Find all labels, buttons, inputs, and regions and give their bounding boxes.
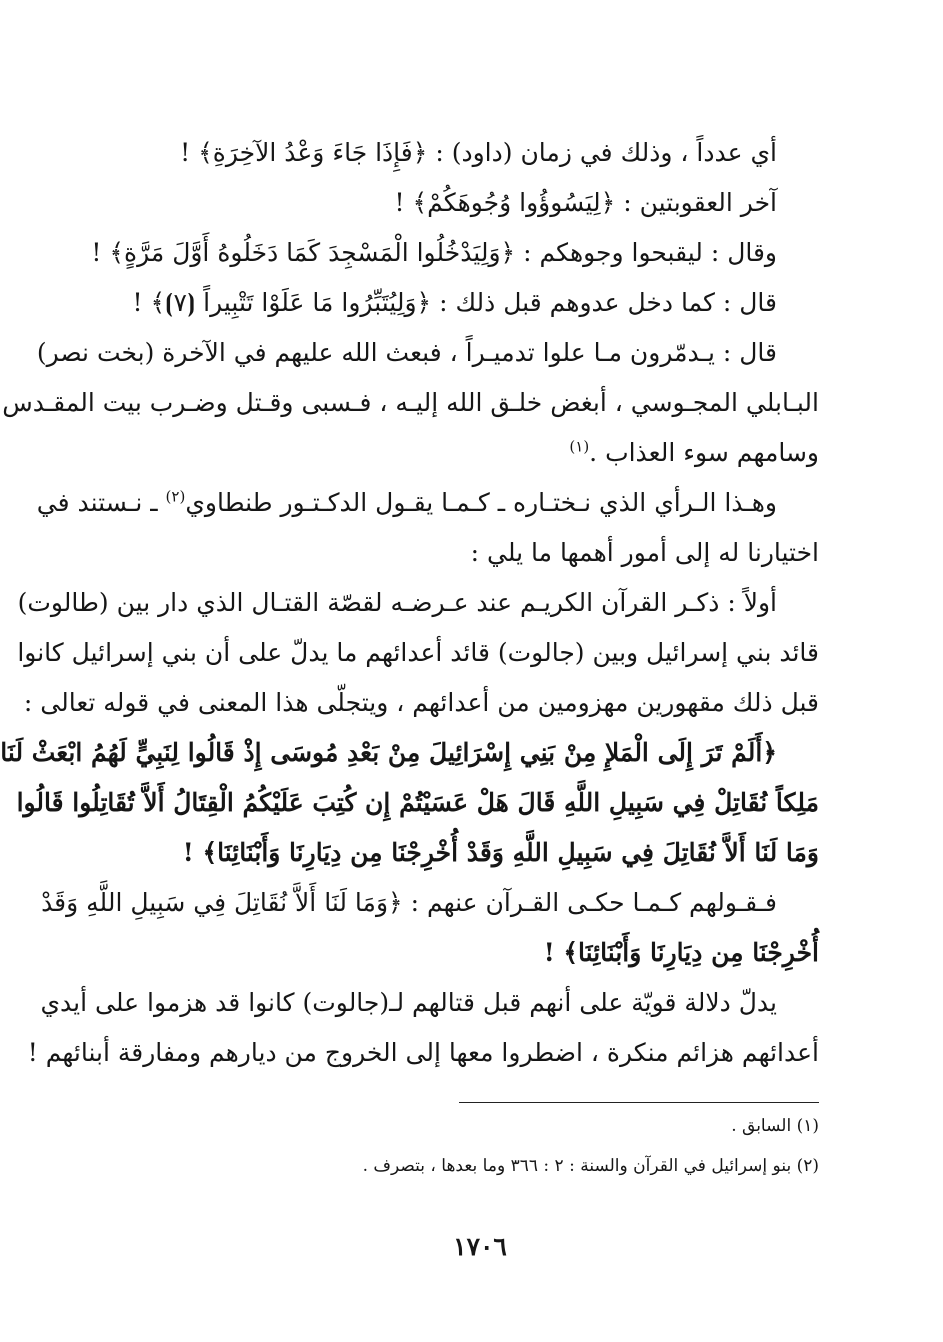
text-line: قبل ذلك مقهورين مهزومين من أعدائهم ، ويتجلّى هذا المعنى في قوله تعالى : bbox=[23, 688, 819, 717]
text-line bbox=[36, 478, 819, 528]
page-number: ١٧٠٦ bbox=[453, 1232, 507, 1261]
text-line: وقال : ليقبحوا وجوهكم : ﴿وَلِيَدْخُلُوا الْمَسْجِدَ كَمَا دَخَلُوهُ أَوَّلَ مَرَّةٍ﴾ ! bbox=[91, 238, 777, 267]
footnote-divider bbox=[459, 1102, 819, 1103]
text-line: فـقـولهم كـمـا حكـى القـرآن عنهم : ﴿وَمَا لَنَا أَلاَّ نُقَاتِلَ فِي سَبِيلِ اللَّهِ وَقَدْ bbox=[41, 888, 777, 917]
footnote-1: (١) السابق . bbox=[731, 1116, 819, 1136]
footnote-ref-1: (١) bbox=[569, 437, 590, 456]
text-line: يدلّ دلالة قويّة على أنهم قبل قتالهم لـ(جالوت) كانوا قد هزموا على أيدي bbox=[40, 988, 777, 1017]
text-line: أعدائهم هزائم منكرة ، اضطروا معها إلى الخروج من ديارهم ومفارقة أبنائهم ! bbox=[27, 1038, 819, 1067]
text-line: أي عدداً ، وذلك في زمان (داود) : ﴿فَإِذَا جَاءَ وَعْدُ الآخِرَةِ﴾ ! bbox=[180, 138, 777, 167]
quran-verse-line: وَمَا لَنَا أَلاَّ نُقَاتِلَ فِي سَبِيلِ اللَّهِ وَقَدْ أُخْرِجْنَا مِن دِيَارِنَا وَأَبْنَائِنَا﴾ ! bbox=[182, 838, 819, 867]
line-text: وسامهم سوء العذاب . bbox=[589, 438, 819, 467]
text-line: آخر العقوبتين : ﴿لِيَسُوؤُوا وُجُوهَكُمْ﴾ ! bbox=[394, 188, 777, 217]
text-line: البـابلي المجـوسي ، أبغض خلـق الله إليـه ، فـسبى وقـتل وضـرب بيت المقـدس bbox=[2, 388, 819, 417]
main-text bbox=[0, 128, 819, 1078]
text-line bbox=[107, 428, 819, 478]
text-line: قال : كما دخل عدوهم قبل ذلك : ﴿وَلِيُتَبِّرُوا مَا عَلَوْا تَتْبِيراً ⦗٧⦘﴾ ! bbox=[132, 288, 777, 317]
text-line: قائد بني إسرائيل وبين (جالوت) قائد أعدائهم ما يدلّ على أن بني إسرائيل كانوا bbox=[17, 638, 819, 667]
line-text: وهـذا الـرأي الذي نـختـاره ـ كـمـا يقـول الدكـتـور طنطاوي bbox=[185, 488, 777, 517]
footnote-2: (٢) بنو إسرائيل في القرآن والسنة : ٢ : ٣٦٦ وما بعدها ، بتصرف . bbox=[362, 1156, 819, 1176]
text-line: قال : يـدمّرون مـا علوا تدميـراً ، فبعث الله عليهم في الآخرة (بخت نصر) bbox=[36, 338, 777, 367]
footnote-ref-2: (٢) bbox=[165, 487, 186, 506]
quran-verse-line: ﴿أَلَمْ تَرَ إِلَى الْمَلإِ مِنْ بَنِي إِسْرَائِيلَ مِنْ بَعْدِ مُوسَى إِذْ قَالُوا لِنَبِيٍّ لَهُمُ ابْعَثْ لَنَا bbox=[0, 738, 777, 767]
quran-verse-line: أُخْرِجْنَا مِن دِيَارِنَا وَأَبْنَائِنَا﴾ ! bbox=[543, 938, 819, 967]
text-line: اختيارنا له إلى أمور أهمها ما يلي : bbox=[470, 538, 819, 567]
line-text-continuation: ـ نـستند في bbox=[36, 488, 166, 517]
quran-verse-line: مَلِكاً نُقَاتِلْ فِي سَبِيلِ اللَّهِ قَالَ هَلْ عَسَيْتُمْ إِن كُتِبَ عَلَيْكُمُ الْقِتَالُ أَلاَّ تُقَاتِلُوا قَالُوا bbox=[16, 788, 819, 817]
text-line: أولاً : ذكـر القرآن الكريـم عند عـرضـه لقصّة القتـال الذي دار بين (طالوت) bbox=[17, 588, 777, 617]
